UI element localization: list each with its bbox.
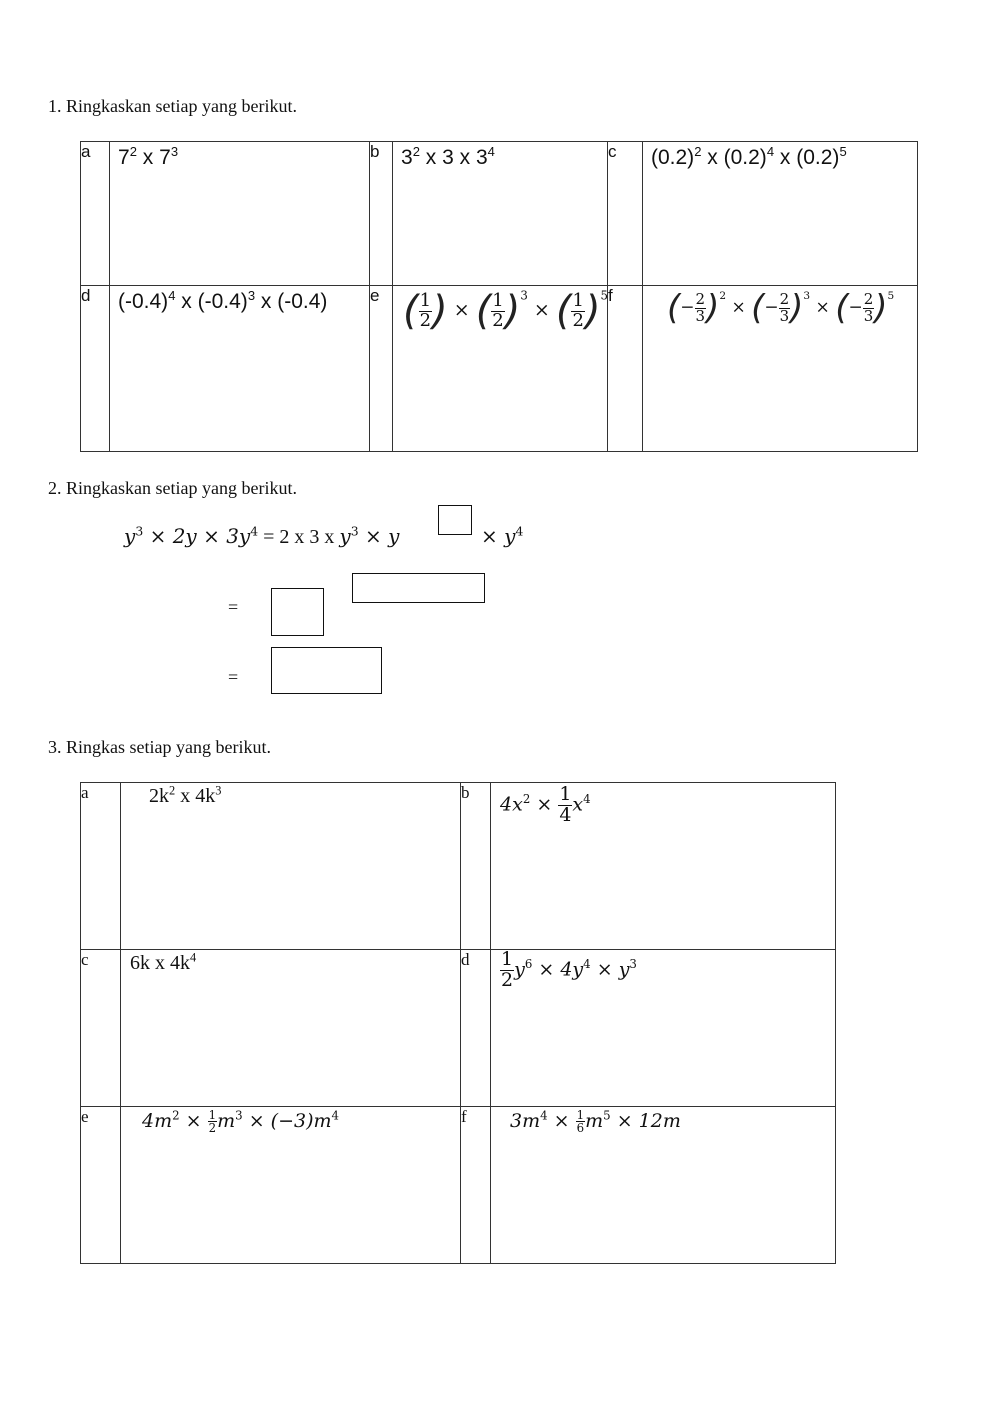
q3-label-d: d — [461, 950, 491, 1107]
q3-expr-b: $4x^2$ × $\frac{1}{4}$ $x^4$ — [500, 783, 591, 826]
q1-label-f: f — [608, 286, 643, 452]
q3-expr-e: $4m^2$ × $\frac{1}{2}$ $m^3 \times (-3)m^4$ — [142, 1108, 340, 1136]
q3-expr-c: 6k x $4k^4$ — [130, 950, 197, 974]
q2-equation-line1: $y^3 \times 2y \times 3y^4 = 2$ x 3 x $y^3 \times y$ — [124, 523, 400, 548]
q1-label-c: c — [608, 142, 643, 286]
q2-exponent-input-box[interactable] — [438, 505, 472, 535]
q3-label-f: f — [461, 1107, 491, 1264]
q1-label-b: b — [370, 142, 393, 286]
q3-answer-cell-c[interactable] — [121, 950, 461, 1107]
q1-heading: 1. Ringkaskan setiap yang berikut. — [48, 96, 297, 116]
q2-final-answer-box[interactable] — [271, 647, 382, 694]
q1-table — [80, 141, 918, 452]
q1-answer-cell-a[interactable] — [110, 142, 370, 286]
q3-answer-cell-d[interactable] — [491, 950, 836, 1107]
q1-label-a: a — [81, 142, 110, 286]
q2-equals-3: = — [228, 667, 239, 687]
q1-label-e: e — [370, 286, 393, 452]
q3-label-e: e — [81, 1107, 121, 1264]
q1-answer-cell-c[interactable] — [643, 142, 918, 286]
q3-table — [80, 782, 836, 1264]
q3-answer-cell-e[interactable] — [121, 1107, 461, 1264]
q3-label-b: b — [461, 783, 491, 950]
q1-expr-b: $3^2$ x 3 x $3^4$ — [401, 143, 495, 169]
q1-answer-cell-e[interactable] — [393, 286, 608, 452]
q1-expr-c: $(0.2)^2$ x $(0.2)^4$ x $(0.2)^5$ — [651, 143, 847, 169]
q1-label-d: d — [81, 286, 110, 452]
q3-answer-cell-a[interactable] — [121, 783, 461, 950]
q3-heading: 3. Ringkas setiap yang berikut. — [48, 737, 271, 757]
q3-label-c: c — [81, 950, 121, 1107]
q2-equation-tail: × $y^4$ — [481, 523, 524, 548]
q2-heading: 2. Ringkaskan setiap yang berikut. — [48, 478, 297, 498]
q1-expr-f: (− $\frac{2}{3}$ )$^2$ × (− $\frac{2}{3}$ )$^3$ × (− $\frac{2}{3}$ )$^5$ — [667, 288, 895, 328]
q3-answer-cell-f[interactable] — [491, 1107, 836, 1264]
q3-label-a: a — [81, 783, 121, 950]
q2-power-input-box[interactable] — [352, 573, 485, 603]
q2-coefficient-input-box[interactable] — [271, 588, 324, 636]
q3-expr-d: $\frac{1}{2}$ $y^6 \times 4y^4 \times y^3$ — [501, 948, 637, 991]
q2-equals-2: = — [228, 597, 239, 617]
q1-answer-cell-d[interactable] — [110, 286, 370, 452]
q3-answer-cell-b[interactable] — [491, 783, 836, 950]
q1-expr-a: $7^2$ x $7^3$ — [118, 143, 179, 169]
q1-expr-d: $(-0.4)^4$ x $(-0.4)^3$ x (-0.4) — [118, 287, 328, 313]
q1-expr-e: ( $\frac{1}{2}$ ) × ( $\frac{1}{2}$ )$^3$ × ( $\frac{1}{2}$ )$^5$ — [403, 288, 609, 334]
q1-answer-cell-b[interactable] — [393, 142, 608, 286]
q3-expr-a: $2k^2$ x $4k^3$ — [149, 783, 222, 807]
q1-answer-cell-f[interactable] — [643, 286, 918, 452]
q3-expr-f: $3m^4$ × $\frac{1}{6}$ $m^5 \times 12m$ — [510, 1108, 681, 1136]
